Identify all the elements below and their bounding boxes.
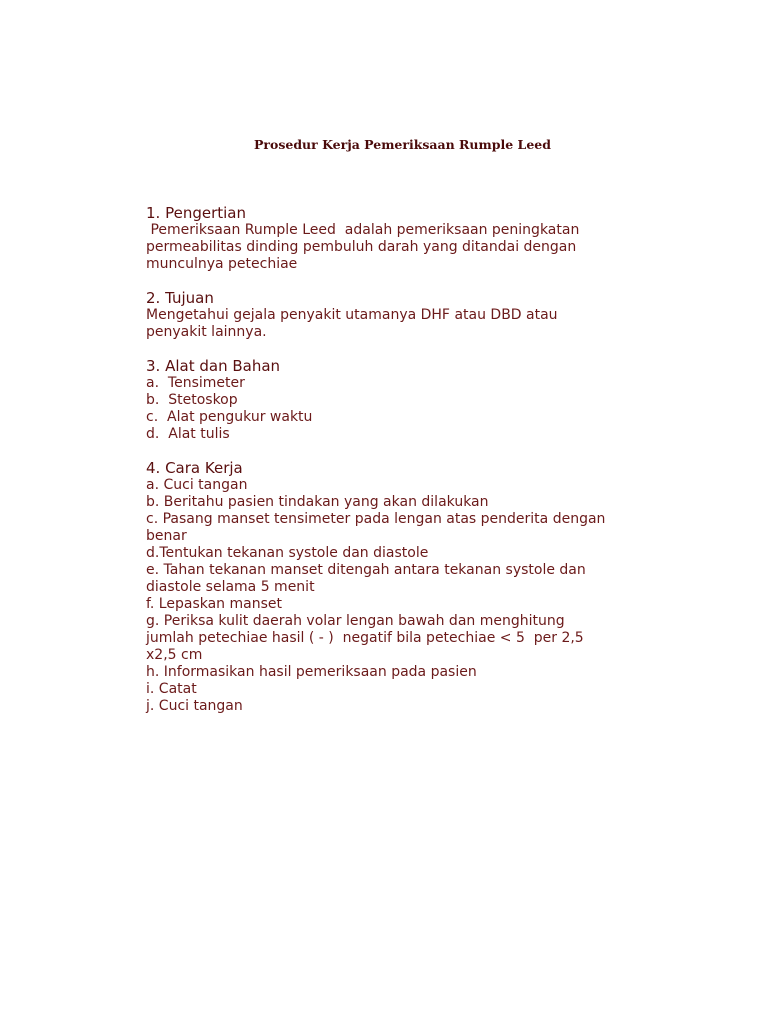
list-item: f. Lepaskan manset	[146, 596, 282, 612]
section-tujuan	[146, 290, 646, 341]
document-body	[146, 205, 646, 715]
section-heading: 3. Alat dan Bahan	[146, 357, 281, 375]
list-item: c. Alat pengukur waktu	[146, 409, 313, 425]
list-item: j. Cuci tangan	[146, 698, 243, 714]
section-cara-kerja	[146, 460, 646, 715]
list-item: b. Beritahu pasien tindakan yang akan dilakukan	[146, 494, 489, 510]
section-text-line: munculnya petechiae	[146, 256, 298, 272]
section-text-line: Mengetahui gejala penyakit utamanya DHF atau DBD atau	[146, 307, 558, 323]
list-item: jumlah petechiae hasil ( - ) negatif bila petechiae < 5 per 2,5	[146, 630, 584, 646]
list-item: d. Alat tulis	[146, 426, 230, 442]
section-heading: 1. Pengertian	[146, 204, 246, 222]
section-heading: 4. Cara Kerja	[146, 459, 243, 477]
list-item: h. Informasikan hasil pemeriksaan pada pasien	[146, 664, 477, 680]
list-item: i. Catat	[146, 681, 197, 697]
section-text-line: penyakit lainnya.	[146, 324, 267, 340]
list-item: diastole selama 5 menit	[146, 579, 315, 595]
section-heading: 2. Tujuan	[146, 289, 214, 307]
list-item: benar	[146, 528, 187, 544]
list-item: d.Tentukan tekanan systole dan diastole	[146, 545, 429, 561]
list-item: g. Periksa kulit daerah volar lengan bawah dan menghitung	[146, 613, 565, 629]
section-text-line: Pemeriksaan Rumple Leed adalah pemeriksaan peningkatan	[146, 222, 580, 238]
section-pengertian	[146, 205, 646, 273]
document-title: Prosedur Kerja Pemeriksaan Rumple Leed	[254, 137, 551, 152]
list-item: e. Tahan tekanan manset ditengah antara tekanan systole dan	[146, 562, 586, 578]
list-item: c. Pasang manset tensimeter pada lengan atas penderita dengan	[146, 511, 606, 527]
section-alat-dan-bahan	[146, 358, 646, 443]
list-item: a. Cuci tangan	[146, 477, 248, 493]
list-item: x2,5 cm	[146, 647, 203, 663]
section-text-line: permeabilitas dinding pembuluh darah yang ditandai dengan	[146, 239, 577, 255]
list-item: a. Tensimeter	[146, 375, 245, 391]
list-item: b. Stetoskop	[146, 392, 238, 408]
